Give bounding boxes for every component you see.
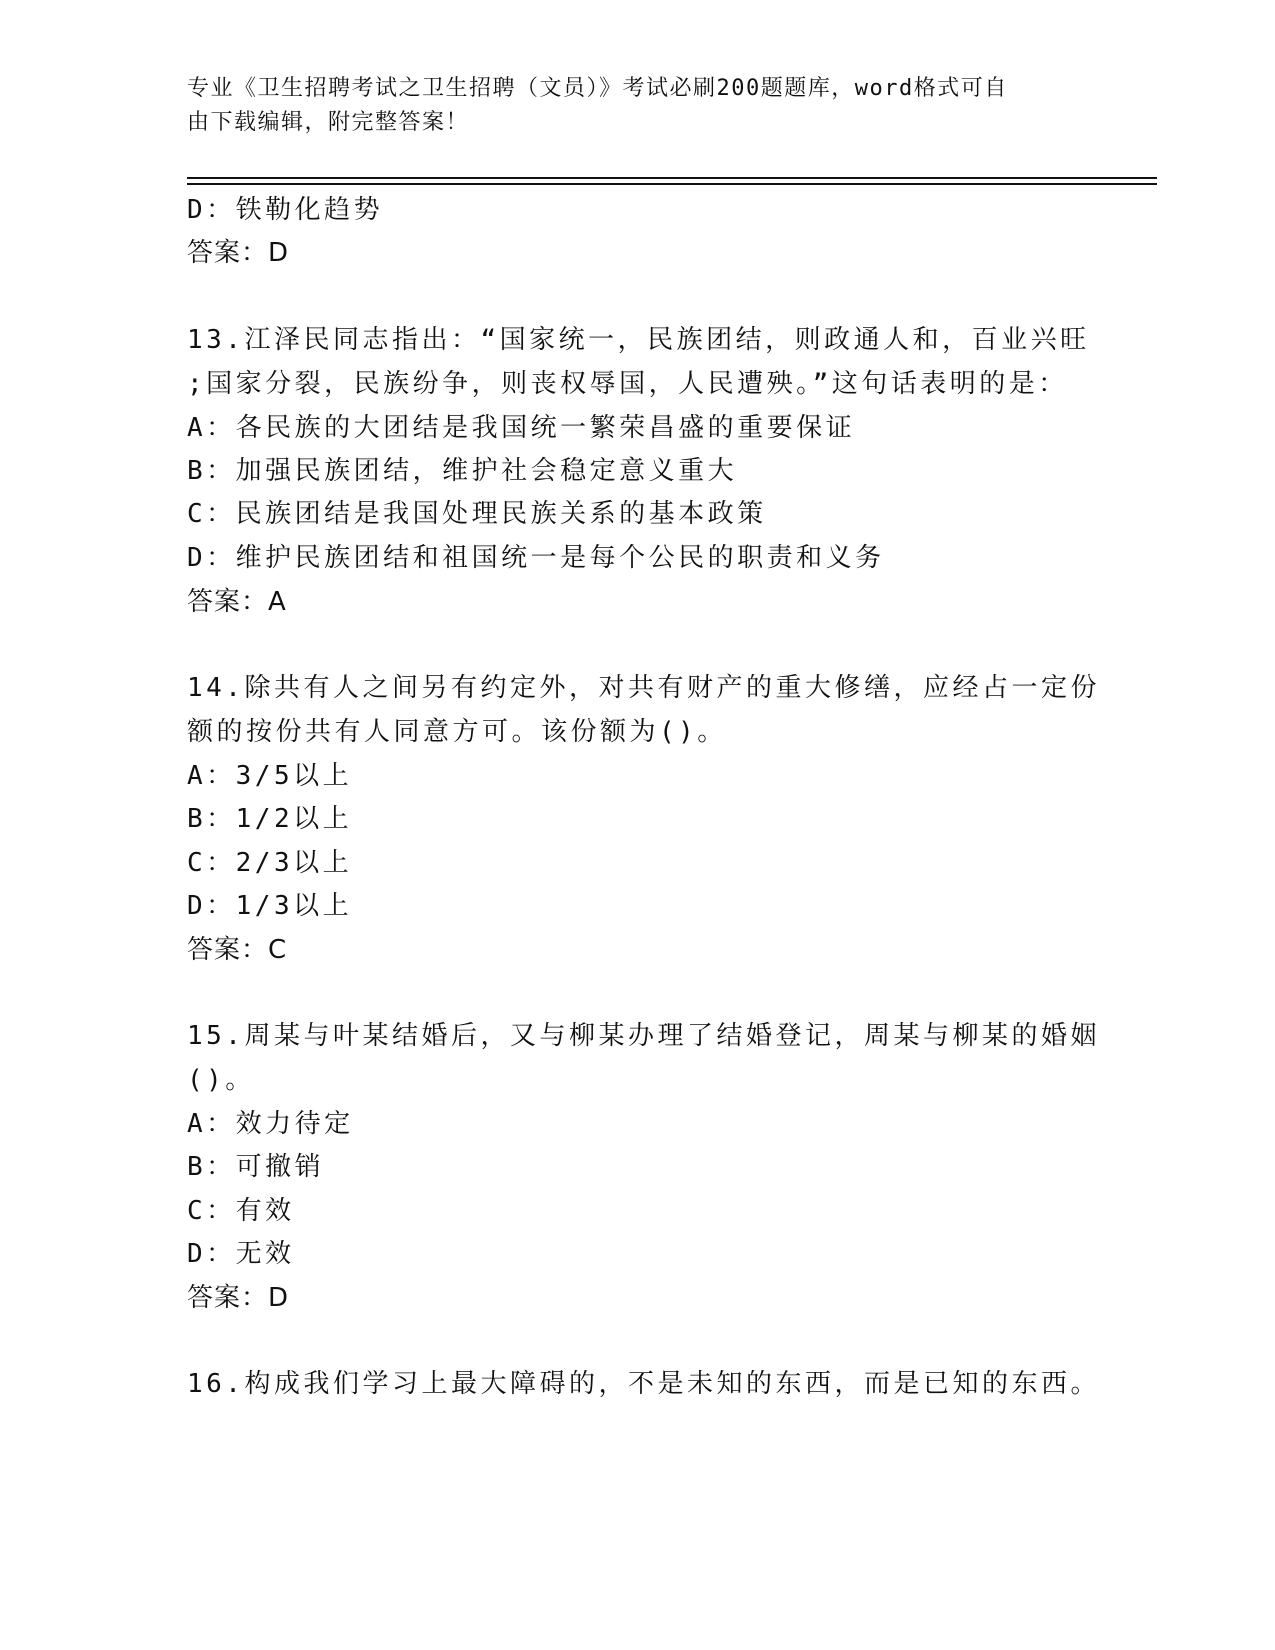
q14-option-d: D：1/3以上 <box>187 891 353 921</box>
q16-stem-line-1: 16.构成我们学习上最大障碍的，不是未知的东西，而是已知的东西。 <box>187 1369 1100 1399</box>
q15-stem-line-1: 15.周某与叶某结婚后，又与柳某办理了结婚登记，周某与柳某的婚姻 <box>187 1021 1100 1051</box>
q15-option-d: D：无效 <box>187 1239 295 1269</box>
header-divider-top <box>187 177 1157 179</box>
q14-option-b: B：1/2以上 <box>187 804 353 834</box>
q13-stem-line-2: ;国家分裂，民族纷争，则丧权辱国，人民遭殃。”这句话表明的是： <box>187 369 1068 399</box>
q15-option-b: B：可撤销 <box>187 1152 325 1182</box>
q15-answer: 答案：D <box>187 1283 290 1313</box>
header-divider-bottom <box>187 183 1157 185</box>
q13-option-b: B：加强民族团结，维护社会稳定意义重大 <box>187 456 738 486</box>
prev-answer: 答案：D <box>187 238 290 268</box>
q14-stem-line-1: 14.除共有人之间另有约定外，对共有财产的重大修缮，应经占一定份 <box>187 673 1100 703</box>
q15-option-a: A：效力待定 <box>187 1109 354 1139</box>
prev-option-d: D：铁勒化趋势 <box>187 195 384 225</box>
q13-option-d: D：维护民族团结和祖国统一是每个公民的职责和义务 <box>187 543 885 573</box>
q14-stem-line-2: 额的按份共有人同意方可。该份额为()。 <box>187 717 727 747</box>
header-line-2: 由下载编辑，附完整答案！ <box>187 110 470 135</box>
q13-option-a: A：各民族的大团结是我国统一繁荣昌盛的重要保证 <box>187 413 856 443</box>
q15-stem-line-2: ()。 <box>187 1065 255 1095</box>
q13-answer: 答案：A <box>187 587 287 617</box>
q14-option-a: A：3/5以上 <box>187 761 353 791</box>
q13-stem-line-1: 13.江泽民同志指出：“国家统一，民族团结，则政通人和，百业兴旺 <box>187 325 1090 355</box>
header-line-1: 专业《卫生招聘考试之卫生招聘（文员）》考试必刷200题题库，word格式可自 <box>187 76 1008 101</box>
q13-option-c: C：民族团结是我国处理民族关系的基本政策 <box>187 499 767 529</box>
document-header <box>187 72 1067 140</box>
q15-option-c: C：有效 <box>187 1196 295 1226</box>
q14-option-c: C：2/3以上 <box>187 848 353 878</box>
q14-answer: 答案：C <box>187 935 288 965</box>
